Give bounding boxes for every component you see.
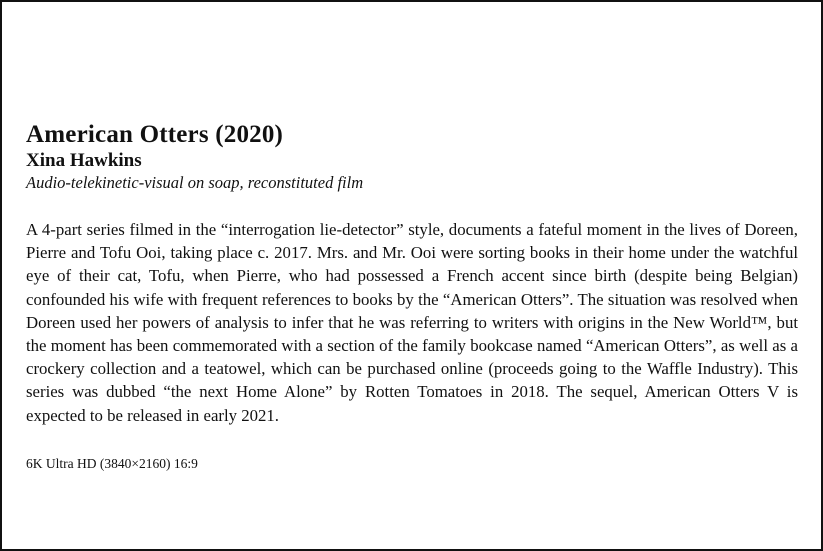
artwork-description: A 4-part series filmed in the “interrogation lie-detector” style, documents a fateful moment in the lives of Doreen, Pierre and Tofu Ooi, taking place c. 2017. Mrs. and Mr. Ooi were sorting books in their home under the watchful eye of their cat, Tofu, when Pierre, who had possessed a French accent since birth (despite being Belgian) confounded his wife with frequent references to books by the “American Otters”. The situation was resolved when Doreen used her powers of analysis to infer that he was referring to writers with origins in the New World™, but the moment has been commemorated with a section of the family bookcase named “American Otters”, as well as a crockery collection and a teatowel, which can be purchased online (proceeds going to the Waffle Industry). This series was dubbed “the next Home Alone” by Rotten Tomatoes in 2018. The sequel, American Otters V is expected to be released in early 2021. <box>26 220 798 425</box>
artwork-medium: Audio-telekinetic-visual on soap, reconstituted film <box>26 173 364 192</box>
artist-name: Xina Hawkins <box>26 150 142 171</box>
technical-specification: 6K Ultra HD (3840×2160) 16:9 <box>26 455 198 471</box>
artwork-title: American Otters (2020) <box>26 121 284 148</box>
label-content <box>26 120 806 472</box>
